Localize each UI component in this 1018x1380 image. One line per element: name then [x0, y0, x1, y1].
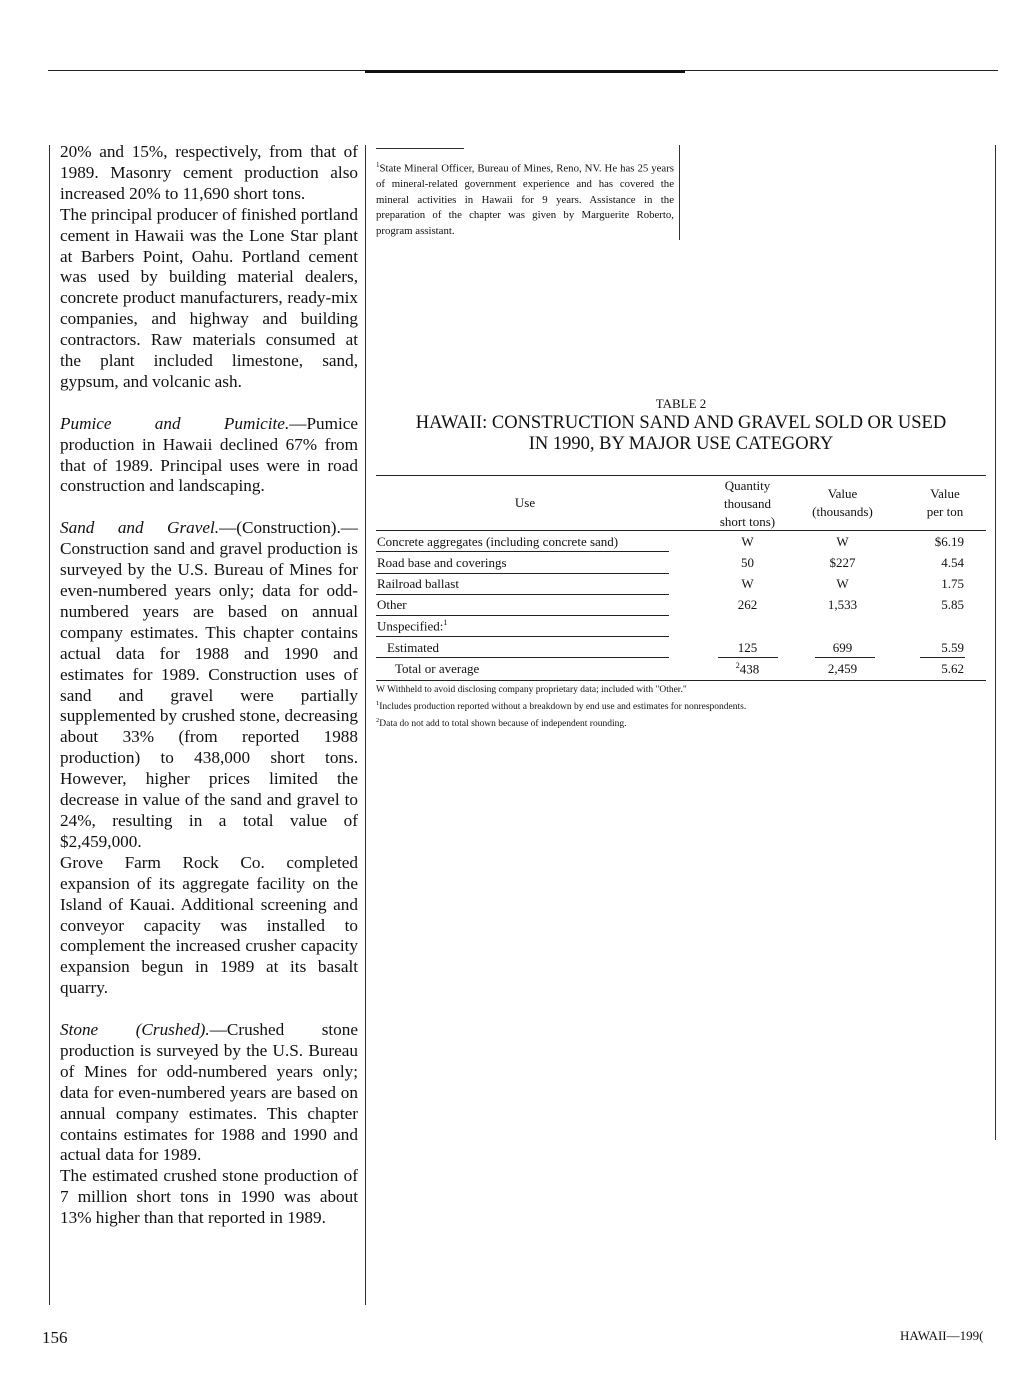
table-title [376, 413, 986, 455]
table-title-line1: HAWAII: CONSTRUCTION SAND AND GRAVEL SOLD OR USED [415, 413, 947, 433]
paragraph-lone-star: The principal producer of finished portland cement in Hawaii was the Lone Star plant at Barbers Point, Oahu. Portland cement was used by building material dealers, concrete product manufacturers, ready-mix companies, and highway and building contractors. Raw materials consumed at the plant included limestone, sand, gypsum, and volcanic ash. [60, 204, 358, 391]
pumice-body: —Pumice production in Hawaii declined 67% from that of 1989. Principal uses were in road construction and landscaping. [60, 413, 358, 496]
heading-sand-gravel: Sand and Gravel. [60, 518, 220, 538]
header-quantity: Quantity thousand short tons) [719, 478, 776, 529]
table-bottom-rule [376, 680, 986, 681]
heading-stone: Stone (Crushed). [60, 1020, 210, 1040]
stone-body: —Crushed stone production is surveyed by the U.S. Bureau of Mines for odd-numbered years only; data for even-numbered years are based on annual company estimates. This chapter contains estimates for 1988 and 1990 and actual data for 1989. [60, 1020, 358, 1165]
top-rule-thick [365, 70, 685, 73]
table-cell-per-ton: 5.59 [941, 640, 964, 655]
table-cell-value: W [836, 576, 849, 591]
table-cell-qty: $^2$438 [735, 661, 760, 677]
row-separator [376, 636, 669, 637]
total-rule-per-ton [920, 657, 965, 658]
note-w: W Withheld to avoid disclosing company proprietary data; included with "Other." [376, 685, 687, 695]
header-use: Use [514, 495, 536, 510]
table-label: TABLE 2 [655, 396, 707, 411]
table-cell-value: 2,459 [827, 661, 858, 676]
footnote-mark: 1 [376, 161, 380, 169]
heading-pumice: Pumice and Pumicite. [60, 413, 290, 433]
footnote-side-line [679, 145, 680, 240]
row-separator [376, 551, 669, 552]
running-footer: HAWAII—199( [900, 1328, 984, 1343]
table-row-label: Concrete aggregates (including concrete sand) [377, 534, 619, 549]
header-value: Value (thousands) [812, 486, 873, 519]
total-rule-value [815, 657, 875, 658]
left-text-column [60, 142, 358, 1229]
table-cell-qty: W [741, 534, 754, 549]
page-number: 156 [42, 1328, 68, 1347]
table-cell-per-ton: $6.19 [934, 534, 964, 549]
table-cell-qty: 50 [741, 555, 754, 570]
paragraph-sand-gravel [60, 518, 358, 853]
row-separator [376, 594, 669, 595]
table-cell-per-ton: 4.54 [941, 555, 964, 570]
table-title-line2: IN 1990, BY MAJOR USE CATEGORY [528, 434, 834, 454]
table-cell-qty: 262 [737, 597, 758, 612]
table-row-label: Total or average [395, 661, 480, 676]
paragraph-stone [60, 1020, 358, 1166]
total-rule-qty [718, 657, 778, 658]
table-cell-qty: W [741, 576, 754, 591]
note-2: $^2$Data do not add to total shown because of independent rounding. [376, 717, 627, 730]
paragraph-stone-estimate: The estimated crushed stone production of 7 million short tons in 1990 was about 13% higher than that reported in 1989. [60, 1166, 358, 1228]
table-row-label: Railroad ballast [377, 576, 459, 591]
header-value-per-ton: Value per ton [926, 486, 964, 519]
table-row-label: Estimated [387, 640, 439, 655]
note-1: $^1$Includes production reported without a breakdown by end use and estimates for nonrespondents. [376, 700, 747, 713]
paragraph-pumice [60, 414, 358, 498]
row-separator [376, 615, 669, 616]
author-footnote [376, 158, 674, 239]
footnote-rule [376, 148, 464, 149]
table-top-rule [376, 475, 986, 476]
left-margin-line [49, 145, 50, 1305]
column-divider-line [365, 145, 366, 1305]
sand-gravel-body: Construction sand and gravel production is surveyed by the U.S. Bureau of Mines for even-numbered years only; data for odd-numbered years are based on annual company estimates. This chapter contains actual data for 1988 and 1990 and estimates for 1989. Construction uses of sand and gravel were partially supplemented by crushed stone, decreasing about 33% (from reported 1988 production) to 438,000 short tons. However, higher prices limited the decrease in value of the sand and gravel to 24%, resulting in a total value of $2,459,000. [60, 539, 358, 851]
row-separator [376, 657, 669, 658]
table-row-label: Unspecified:$^1$ [377, 618, 448, 634]
table-header-rule [376, 530, 986, 531]
right-margin-line [995, 145, 996, 1140]
paragraph-cement: 20% and 15%, respectively, from that of 1989. Masonry cement production also increased 20% to 11,690 short tons. [60, 142, 358, 203]
table-row-label: Road base and coverings [377, 555, 507, 570]
footnote-text: State Mineral Officer, Bureau of Mines, Reno, NV. He has 25 years of mineral-related government experience and has covered the mineral activities in Hawaii for 9 years. Assistance in the preparation of the chapter was given by Marguerite Roberto, program assistant. [376, 162, 674, 237]
table-cell-value: 1,533 [827, 597, 858, 612]
table-cell-per-ton: 5.62 [941, 661, 964, 676]
heading-sand-gravel-tail: —(Construction).— [219, 518, 358, 538]
table-cell-per-ton: 5.85 [941, 597, 964, 612]
table-cell-per-ton: 1.75 [941, 576, 964, 591]
table-cell-value: 699 [832, 640, 853, 655]
table-cell-value: W [836, 534, 849, 549]
row-separator [376, 573, 669, 574]
paragraph-grove-farm: Grove Farm Rock Co. completed expansion of its aggregate facility on the Island of Kauai. Additional screening and conveyor capacity was installed to complement the increased crusher capacity expansion begun in 1989 at its basalt quarry. [60, 852, 358, 998]
table-row-label: Other [377, 597, 407, 612]
table-cell-qty: 125 [737, 640, 758, 655]
table-notes [376, 684, 996, 731]
table-cell-value: $227 [829, 555, 856, 570]
